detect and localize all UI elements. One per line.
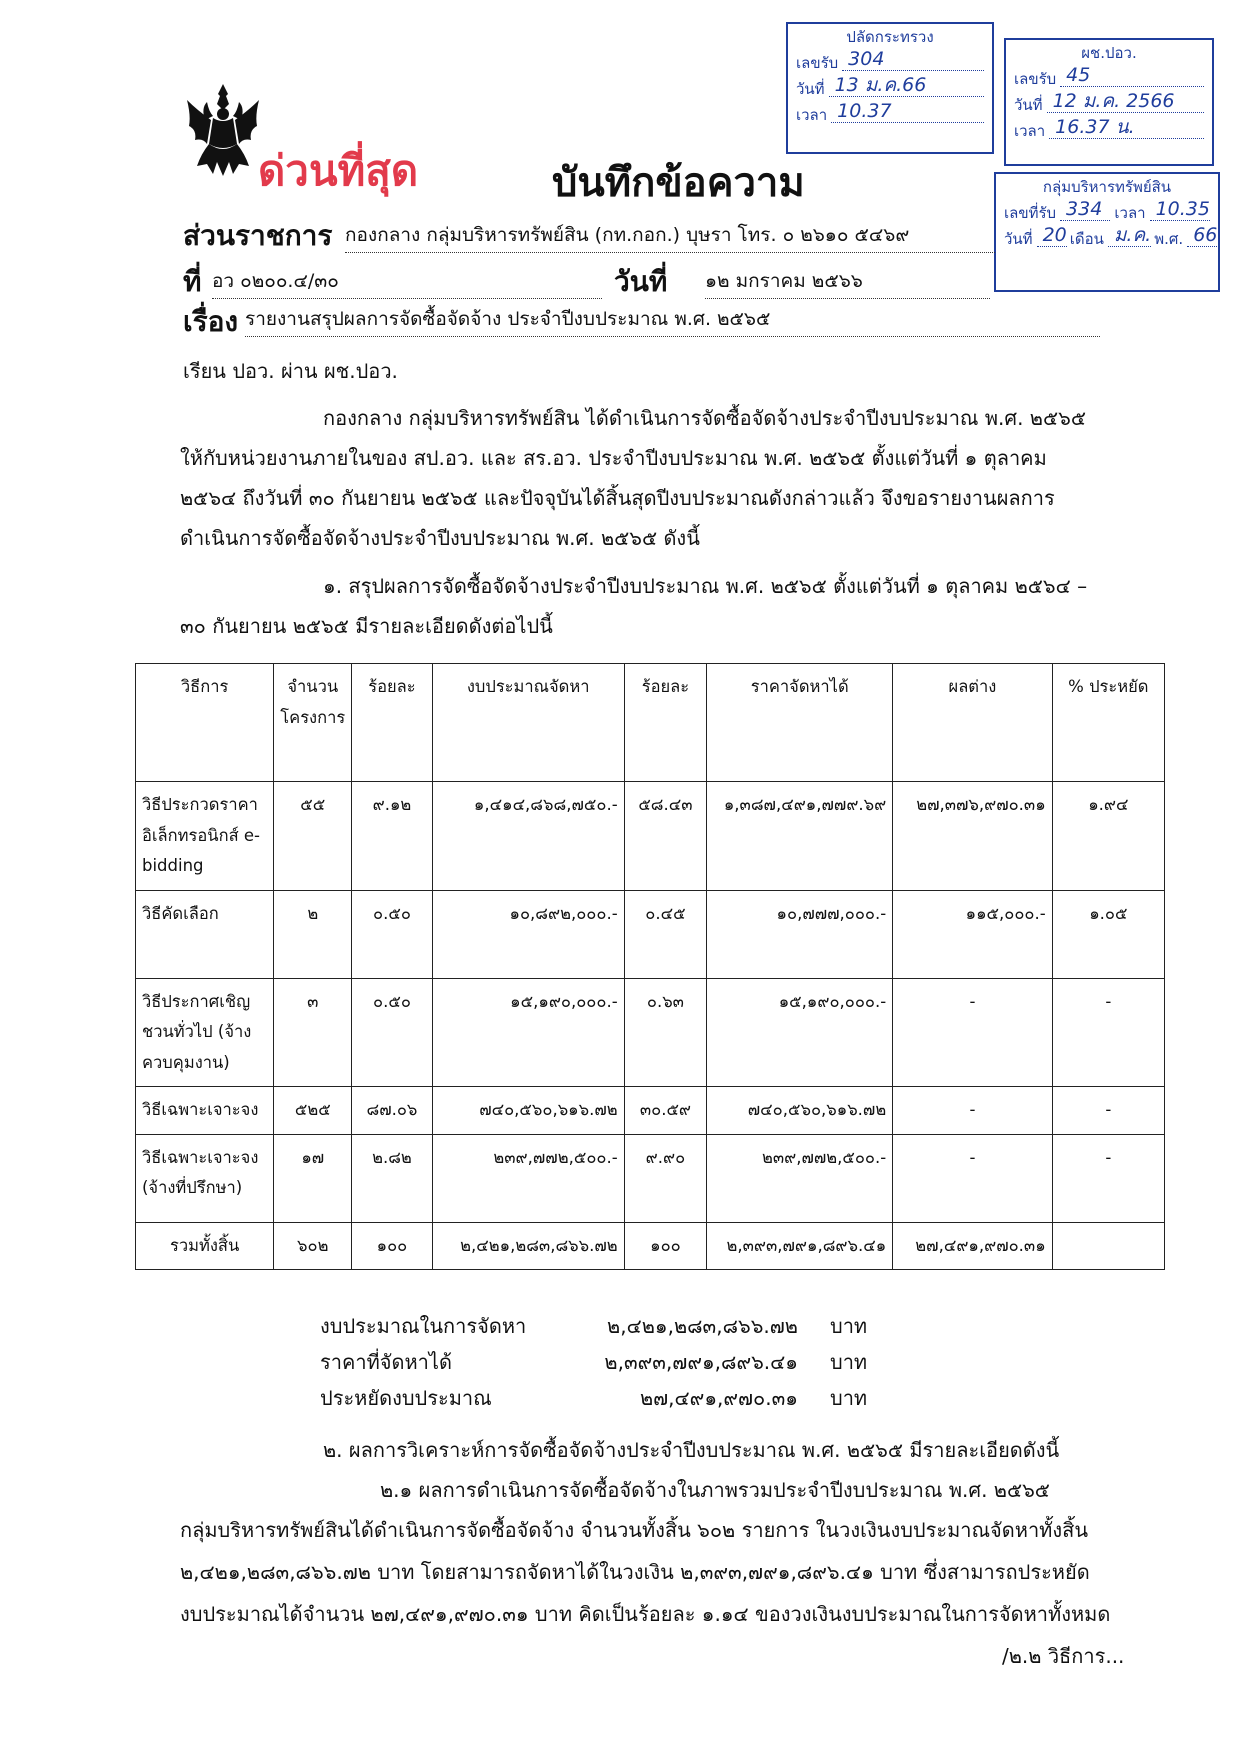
paragraph-line: ๒. ผลการวิเคราะห์การจัดซื้อจัดจ้างประจำปีงบประมาณ พ.ศ. ๒๕๖๕ มีรายละเอียดดังนี้ bbox=[323, 1438, 1060, 1462]
stamp-label: วันที่ bbox=[796, 79, 825, 98]
stamp-title: กลุ่มบริหารทรัพย์สิน bbox=[1042, 178, 1172, 196]
stamp-value: 66 bbox=[1187, 226, 1217, 247]
stamp-title: ปลัดกระทรวง bbox=[846, 28, 934, 46]
count-cell: ๓ bbox=[274, 978, 352, 1087]
table-row bbox=[136, 1087, 1165, 1135]
budget-cell: ๗๔๐,๕๖๐,๖๑๖.๗๒ bbox=[432, 1087, 624, 1135]
method-cell: รวมทั้งสิ้น bbox=[136, 1222, 274, 1270]
paragraph-line: กองกลาง กลุ่มบริหารทรัพย์สิน ได้ดำเนินการจัดซื้อจัดจ้างประจำปีงบประมาณ พ.ศ. ๒๕๖๕ bbox=[323, 406, 1086, 430]
difference-cell: - bbox=[893, 1087, 1052, 1135]
method-cell: วิธีเฉพาะเจาะจง (จ้างที่ปรึกษา) bbox=[136, 1134, 274, 1222]
percent-cell: ๐.๕๐ bbox=[352, 890, 432, 978]
agency-label: ส่วนราชการ bbox=[183, 219, 333, 252]
summary-row bbox=[320, 1346, 867, 1378]
procurement-summary-table bbox=[135, 663, 1165, 1270]
price-cell: ๗๔๐,๕๖๐,๖๑๖.๗๒ bbox=[707, 1087, 893, 1135]
stamp-value: 13 ม.ค.66 bbox=[829, 76, 984, 97]
header-cell: ราคาจัดหาได้ bbox=[707, 664, 893, 782]
receipt-stamp-asset-group bbox=[994, 172, 1220, 292]
percent-cell: ๐.๖๓ bbox=[624, 978, 707, 1087]
subject-value: รายงานสรุปผลการจัดซื้อจัดจ้าง ประจำปีงบประมาณ พ.ศ. ๒๕๖๕ bbox=[245, 304, 1100, 337]
percent-cell: ๘๗.๐๖ bbox=[352, 1087, 432, 1135]
stamp-value: ม.ค. bbox=[1108, 226, 1151, 247]
saving-cell bbox=[1052, 1222, 1164, 1270]
difference-cell: ๑๑๕,๐๐๐.- bbox=[893, 890, 1052, 978]
paragraph-line: ๒๕๖๔ ถึงวันที่ ๓๐ กันยายน ๒๕๖๕ และปัจจุบันได้สิ้นสุดปีงบประมาณดังกล่าวแล้ว จึงขอรายงานผลการ bbox=[180, 486, 1055, 510]
ref-label: ที่ bbox=[183, 265, 202, 298]
stamp-value: 45 bbox=[1060, 66, 1204, 87]
stamp-label: วันที่ bbox=[1014, 95, 1043, 114]
stamp-title: ผช.ปอว. bbox=[1081, 44, 1137, 62]
stamp-value: 334 bbox=[1060, 200, 1110, 221]
percent-cell: ๙.๑๒ bbox=[352, 782, 432, 891]
price-cell: ๒๓๙,๗๗๒,๕๐๐.- bbox=[707, 1134, 893, 1222]
method-cell: วิธีเฉพาะเจาะจง bbox=[136, 1087, 274, 1135]
paragraph-line: กลุ่มบริหารทรัพย์สินได้ดำเนินการจัดซื้อจัดจ้าง จำนวนทั้งสิ้น ๖๐๒ รายการ ในวงเงินงบประมาณจัดหาทั้งสิ้น bbox=[180, 1518, 1088, 1542]
stamp-label: เวลา bbox=[796, 105, 828, 124]
saving-cell: - bbox=[1052, 978, 1164, 1087]
summary-value: ๒,๓๙๓,๗๙๑,๘๙๖.๔๑ bbox=[604, 1350, 798, 1374]
stamp-value: 20 bbox=[1037, 226, 1067, 247]
summary-label: งบประมาณในการจัดหา bbox=[320, 1314, 527, 1338]
stamp-label: เลขรับ bbox=[1014, 69, 1057, 88]
paragraph-line: งบประมาณได้จำนวน ๒๗,๔๙๑,๙๗๐.๓๑ บาท คิดเป็นร้อยละ ๑.๑๔ ของวงเงินงบประมาณในการจัดหาทั้งหมด bbox=[180, 1602, 1111, 1626]
price-cell: ๒,๓๙๓,๗๙๑,๘๙๖.๔๑ bbox=[707, 1222, 893, 1270]
count-cell: ๖๐๒ bbox=[274, 1222, 352, 1270]
count-cell: ๒ bbox=[274, 890, 352, 978]
method-cell: วิธีคัดเลือก bbox=[136, 890, 274, 978]
difference-cell: - bbox=[893, 1134, 1052, 1222]
percent-cell: ๒.๘๒ bbox=[352, 1134, 432, 1222]
header-cell: ร้อยละ bbox=[352, 664, 432, 782]
header-cell: งบประมาณจัดหา bbox=[432, 664, 624, 782]
header-cell: วิธีการ bbox=[136, 664, 274, 782]
ref-value: อว ๐๒๐๐.๔/๓๐ bbox=[212, 266, 602, 299]
table-row bbox=[136, 890, 1165, 978]
paragraph-line: ๑. สรุปผลการจัดซื้อจัดจ้างประจำปีงบประมาณ พ.ศ. ๒๕๖๕ ตั้งแต่วันที่ ๑ ตุลาคม ๒๕๖๔ – bbox=[323, 574, 1088, 598]
paragraph-line: ให้กับหน่วยงานภายในของ สป.อว. และ สร.อว. ประจำปีงบประมาณ พ.ศ. ๒๕๖๕ ตั้งแต่วันที่ ๑ ตุลาคม bbox=[180, 446, 1047, 470]
stamp-label: วันที่ bbox=[1004, 229, 1033, 248]
stamp-label: เลขที่รับ bbox=[1004, 203, 1057, 222]
budget-cell: ๒,๔๒๑,๒๘๓,๘๖๖.๗๒ bbox=[432, 1222, 624, 1270]
count-cell: ๕๒๕ bbox=[274, 1087, 352, 1135]
paragraph-line: ดำเนินการจัดซื้อจัดจ้างประจำปีงบประมาณ พ.ศ. ๒๕๖๕ ดังนี้ bbox=[180, 526, 700, 550]
stamp-label: พ.ศ. bbox=[1154, 229, 1184, 248]
budget-cell: ๑,๔๑๔,๘๖๘,๗๕๐.- bbox=[432, 782, 624, 891]
budget-cell: ๑๕,๑๙๐,๐๐๐.- bbox=[432, 978, 624, 1087]
stamp-value: 304 bbox=[842, 50, 984, 71]
summary-row bbox=[320, 1310, 867, 1342]
stamp-value: 12 ม.ค. 2566 bbox=[1047, 92, 1204, 113]
method-cell: วิธีประกาศเชิญชวนทั่วไป (จ้างควบคุมงาน) bbox=[136, 978, 274, 1087]
date-value: ๑๒ มกราคม ๒๕๖๖ bbox=[705, 266, 990, 299]
stamp-label: เดือน bbox=[1069, 229, 1104, 248]
stamp-label: เวลา bbox=[1014, 121, 1046, 140]
receipt-stamp-ministry bbox=[786, 22, 994, 154]
summary-unit: บาท bbox=[830, 1386, 868, 1410]
percent-cell: ๐.๕๐ bbox=[352, 978, 432, 1087]
table-row bbox=[136, 1134, 1165, 1222]
page-title: บันทึกข้อความ bbox=[552, 160, 805, 206]
table-header-row bbox=[136, 664, 1165, 782]
addressee: เรียน ปอว. ผ่าน ผช.ปอว. bbox=[183, 359, 398, 383]
stamp-value: 10.35 bbox=[1150, 200, 1210, 221]
header-cell: ผลต่าง bbox=[893, 664, 1052, 782]
difference-cell: ๒๗,๓๗๖,๙๗๐.๓๑ bbox=[893, 782, 1052, 891]
summary-label: ประหยัดงบประมาณ bbox=[320, 1386, 492, 1410]
table-row bbox=[136, 782, 1165, 891]
summary-unit: บาท bbox=[830, 1314, 868, 1338]
budget-cell: ๒๓๙,๗๗๒,๕๐๐.- bbox=[432, 1134, 624, 1222]
stamp-value: 16.37 น. bbox=[1049, 118, 1204, 139]
count-cell: ๕๕ bbox=[274, 782, 352, 891]
price-cell: ๑๐,๗๗๗,๐๐๐.- bbox=[707, 890, 893, 978]
price-cell: ๑๕,๑๙๐,๐๐๐.- bbox=[707, 978, 893, 1087]
table-total-row bbox=[136, 1222, 1165, 1270]
date-label: วันที่ bbox=[614, 265, 668, 298]
percent-cell: ๙.๙๐ bbox=[624, 1134, 707, 1222]
percent-cell: ๓๐.๕๙ bbox=[624, 1087, 707, 1135]
percent-cell: ๑๐๐ bbox=[352, 1222, 432, 1270]
urgent-label: ด่วนที่สุด bbox=[258, 146, 419, 195]
budget-cell: ๑๐,๘๙๒,๐๐๐.- bbox=[432, 890, 624, 978]
continuation-note: /๒.๒ วิธีการ... bbox=[1002, 1644, 1125, 1668]
stamp-value: 10.37 bbox=[831, 102, 984, 123]
summary-row bbox=[320, 1382, 867, 1414]
garuda-emblem-icon bbox=[183, 80, 263, 180]
subject-label: เรื่อง bbox=[183, 305, 239, 338]
difference-cell: ๒๗,๔๙๑,๙๗๐.๓๑ bbox=[893, 1222, 1052, 1270]
summary-label: ราคาที่จัดหาได้ bbox=[320, 1350, 452, 1374]
saving-cell: - bbox=[1052, 1087, 1164, 1135]
header-cell: จำนวนโครงการ bbox=[274, 664, 352, 782]
saving-cell: - bbox=[1052, 1134, 1164, 1222]
header-cell: % ประหยัด bbox=[1052, 664, 1164, 782]
header-cell: ร้อยละ bbox=[624, 664, 707, 782]
count-cell: ๑๗ bbox=[274, 1134, 352, 1222]
summary-value: ๒๗,๔๙๑,๙๗๐.๓๑ bbox=[639, 1386, 798, 1410]
percent-cell: ๕๘.๔๓ bbox=[624, 782, 707, 891]
percent-cell: ๐.๔๕ bbox=[624, 890, 707, 978]
paragraph-line: ๓๐ กันยายน ๒๕๖๕ มีรายละเอียดดังต่อไปนี้ bbox=[180, 614, 553, 638]
price-cell: ๑,๓๘๗,๔๙๑,๗๗๙.๖๙ bbox=[707, 782, 893, 891]
agency-value: กองกลาง กลุ่มบริหารทรัพย์สิน (กท.กอก.) บุษรา โทร. ๐ ๒๖๑๐ ๕๔๖๙ bbox=[345, 220, 995, 253]
saving-cell: ๑.๙๔ bbox=[1052, 782, 1164, 891]
stamp-label: เวลา bbox=[1114, 203, 1146, 222]
table-row bbox=[136, 978, 1165, 1087]
summary-unit: บาท bbox=[830, 1350, 868, 1374]
stamp-label: เลขรับ bbox=[796, 53, 839, 72]
saving-cell: ๑.๐๕ bbox=[1052, 890, 1164, 978]
paragraph-line: ๒,๔๒๑,๒๘๓,๘๖๖.๗๒ บาท โดยสามารถจัดหาได้ในวงเงิน ๒,๓๙๓,๗๙๑,๘๙๖.๔๑ บาท ซึ่งสามารถประหยัด bbox=[180, 1560, 1090, 1584]
difference-cell: - bbox=[893, 978, 1052, 1087]
summary-value: ๒,๔๒๑,๒๘๓,๘๖๖.๗๒ bbox=[607, 1314, 798, 1338]
method-cell: วิธีประกวดราคาอิเล็กทรอนิกส์ e-bidding bbox=[136, 782, 274, 891]
paragraph-line: ๒.๑ ผลการดำเนินการจัดซื้อจัดจ้างในภาพรวมประจำปีงบประมาณ พ.ศ. ๒๕๖๕ bbox=[380, 1478, 1050, 1502]
percent-cell: ๑๐๐ bbox=[624, 1222, 707, 1270]
receipt-stamp-office bbox=[1004, 38, 1214, 166]
